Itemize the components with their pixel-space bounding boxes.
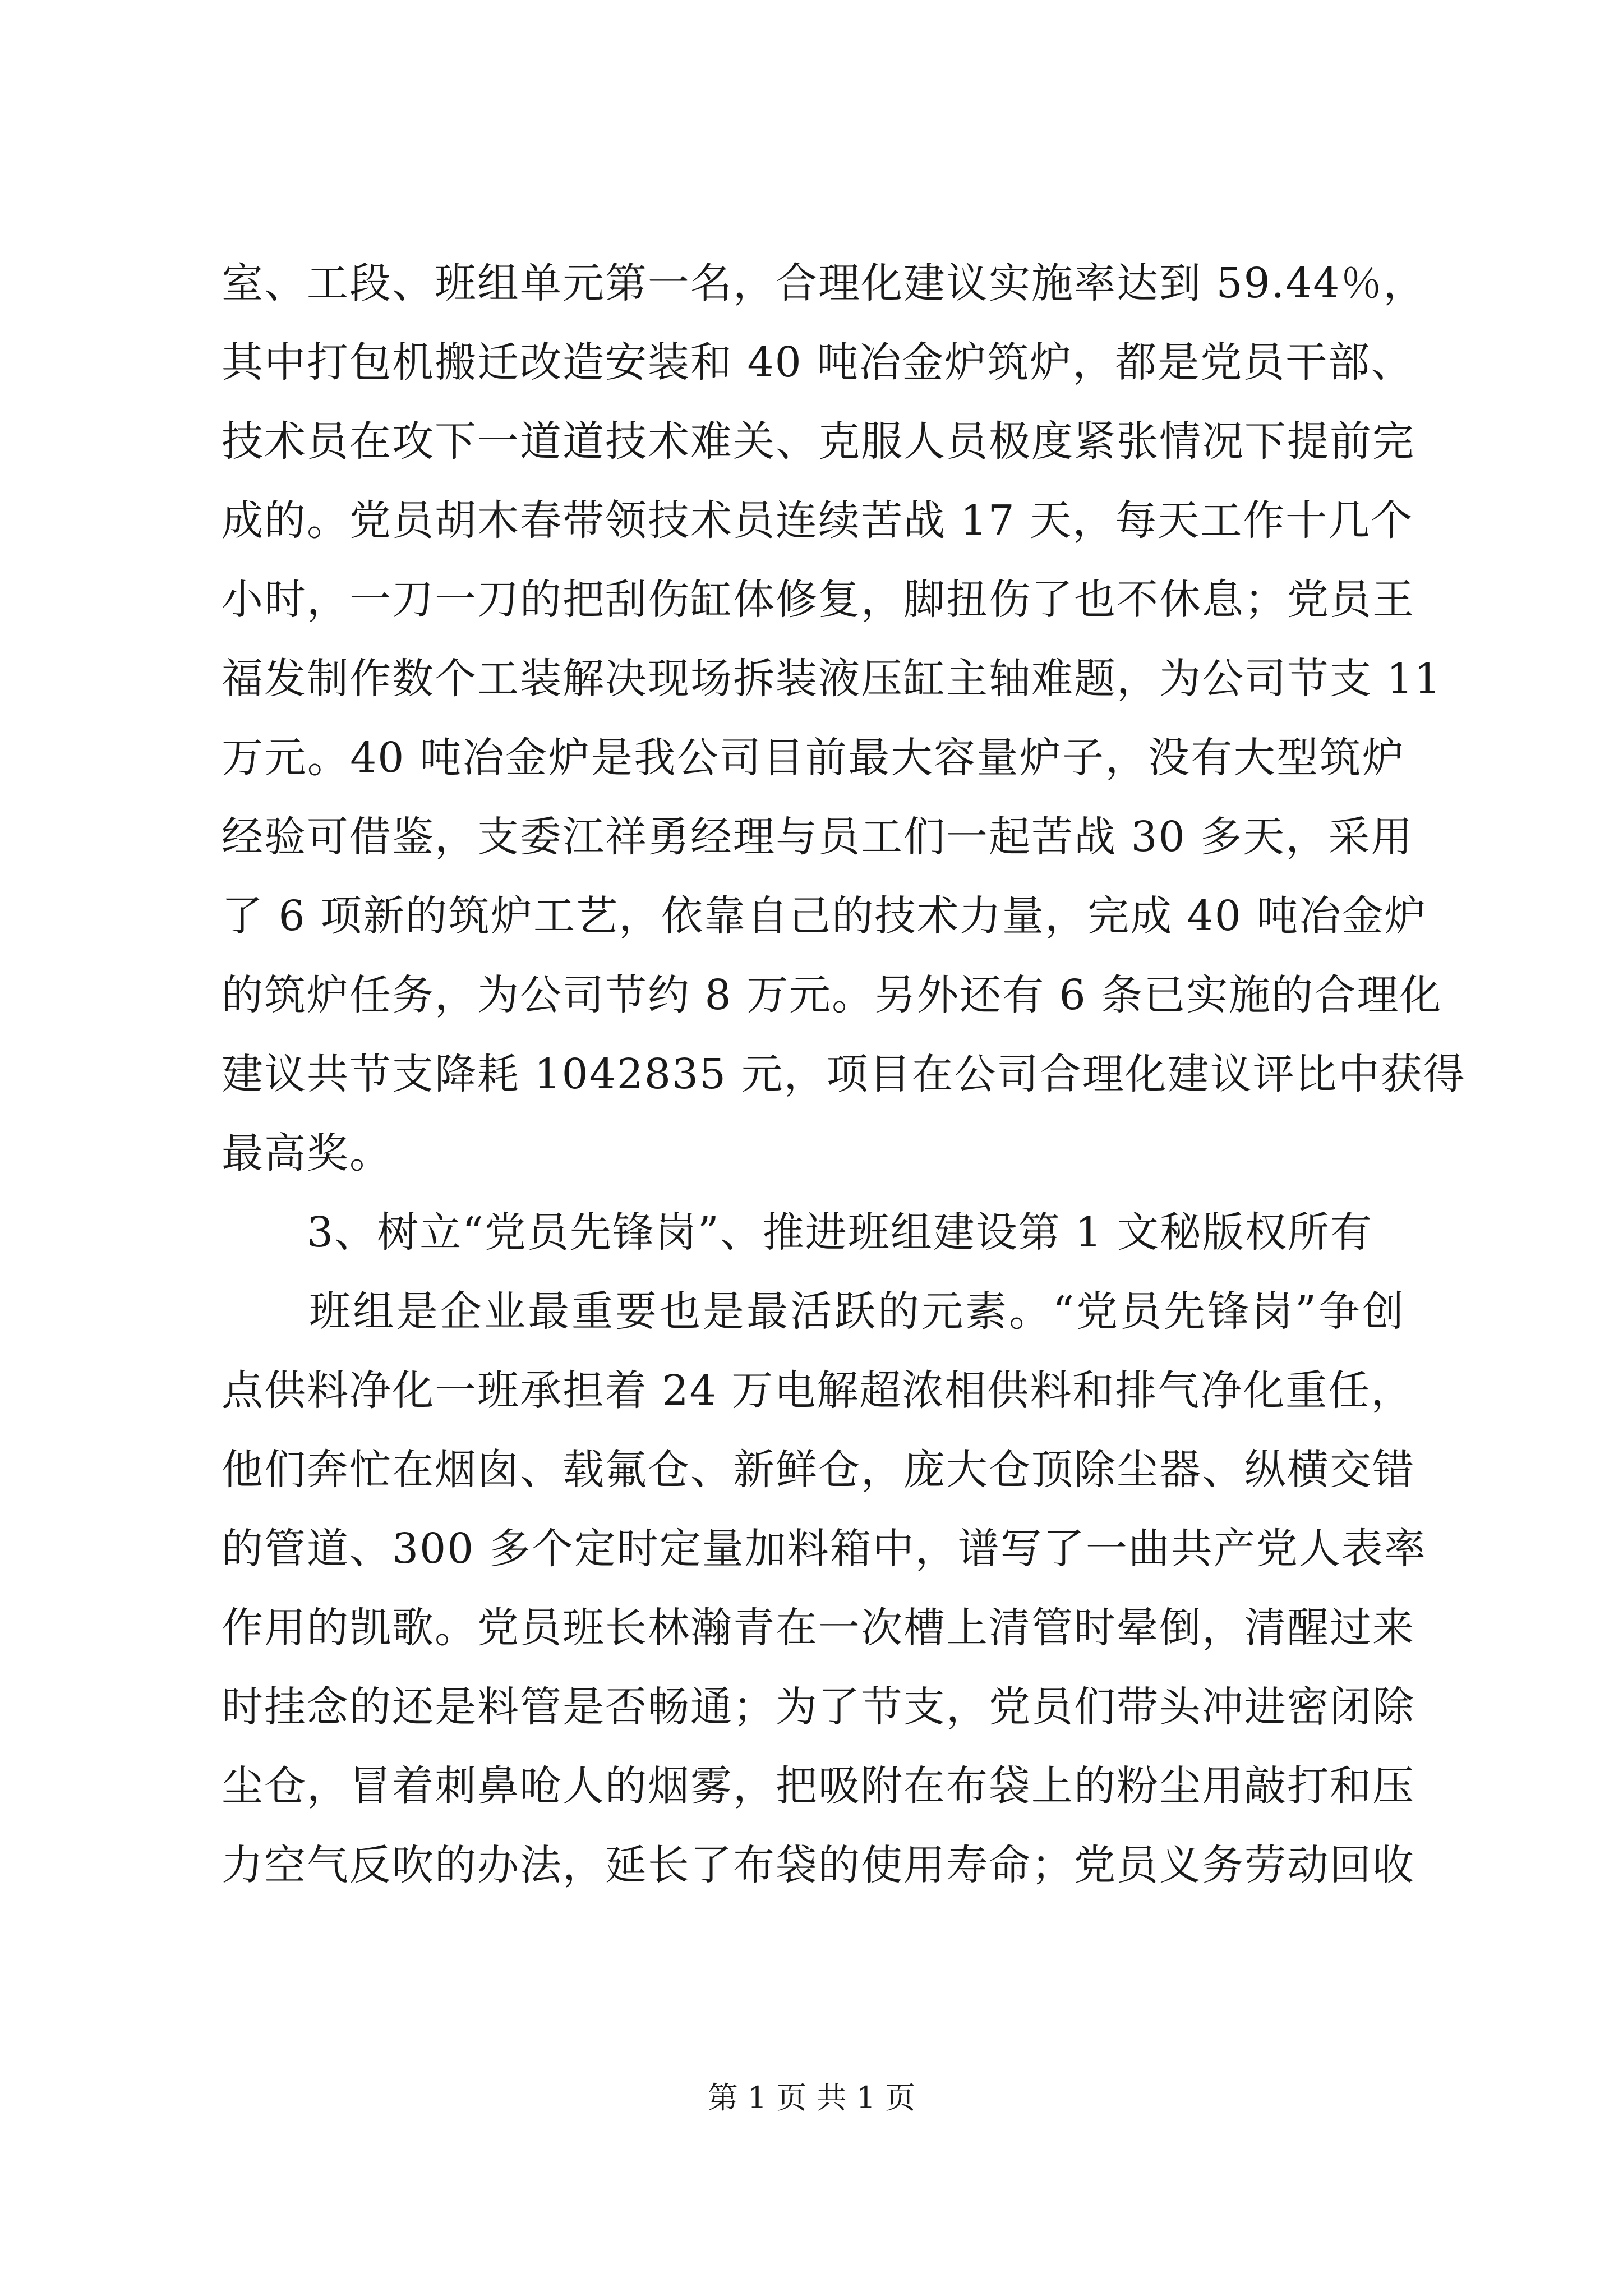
text-line: 其中打包机搬迁改造安装和 40 吨冶金炉筑炉，都是党员干部、 bbox=[222, 338, 1414, 386]
text-line: 小时，一刀一刀的把刮伤缸体修复，脚扭伤了也不休息；党员王 bbox=[222, 576, 1415, 624]
text-line: 力空气反吹的办法，延长了布袋的使用寿命；党员义务劳动回收 bbox=[222, 1841, 1415, 1889]
text-line: 经验可借鉴，支委江祥勇经理与员工们一起苦战 30 多天，采用 bbox=[222, 813, 1414, 861]
text-line: 技术员在攻下一道道技术难关、克服人员极度紧张情况下提前完 bbox=[222, 417, 1415, 466]
text-line: 了 6 项新的筑炉工艺，依靠自己的技术力量，完成 40 吨冶金炉 bbox=[222, 892, 1427, 940]
text-line: 点供料净化一班承担着 24 万电解超浓相供料和排气净化重任， bbox=[222, 1366, 1414, 1415]
text-line: 室、工段、班组单元第一名，合理化建议实施率达到 59.44％， bbox=[222, 259, 1426, 307]
text-line: 尘仓，冒着刺鼻呛人的烟雾，把吸附在布袋上的粉尘用敲打和压 bbox=[222, 1762, 1415, 1810]
text-line: 作用的凯歌。党员班长林瀚青在一次槽上清管时晕倒，清醒过来 bbox=[222, 1604, 1415, 1652]
text-line: 成的。党员胡木春带领技术员连续苦战 17 天，每天工作十几个 bbox=[222, 496, 1414, 545]
text-line: 班组是企业最重要也是最活跃的元素。“党员先锋岗”争创 bbox=[222, 1287, 1405, 1336]
text-line: 福发制作数个工装解决现场拆装液压缸主轴难题，为公司节支 11 bbox=[222, 655, 1442, 703]
text-line: 万元。40 吨冶金炉是我公司目前最大容量炉子，没有大型筑炉 bbox=[222, 734, 1405, 782]
text-line: 时挂念的还是料管是否畅通；为了节支，党员们带头冲进密闭除 bbox=[222, 1683, 1415, 1731]
page-number-footer: 第 1 页 共 1 页 bbox=[707, 2080, 916, 2115]
text-line: 建议共节支降耗 1042835 元，项目在公司合理化建议评比中获得 bbox=[222, 1050, 1466, 1098]
text-line: 最高奖。 bbox=[222, 1129, 392, 1177]
text-line: 的管道、300 多个定时定量加料箱中，谱写了一曲共产党人表率 bbox=[222, 1525, 1427, 1573]
section-heading: 3、树立“党员先锋岗”、推进班组建设第 1 文秘版权所有 bbox=[222, 1208, 1373, 1257]
text-line: 他们奔忙在烟囱、载氟仓、新鲜仓，庞大仓顶除尘器、纵横交错 bbox=[222, 1446, 1415, 1494]
text-line: 的筑炉任务，为公司节约 8 万元。另外还有 6 条已实施的合理化 bbox=[222, 971, 1442, 1019]
